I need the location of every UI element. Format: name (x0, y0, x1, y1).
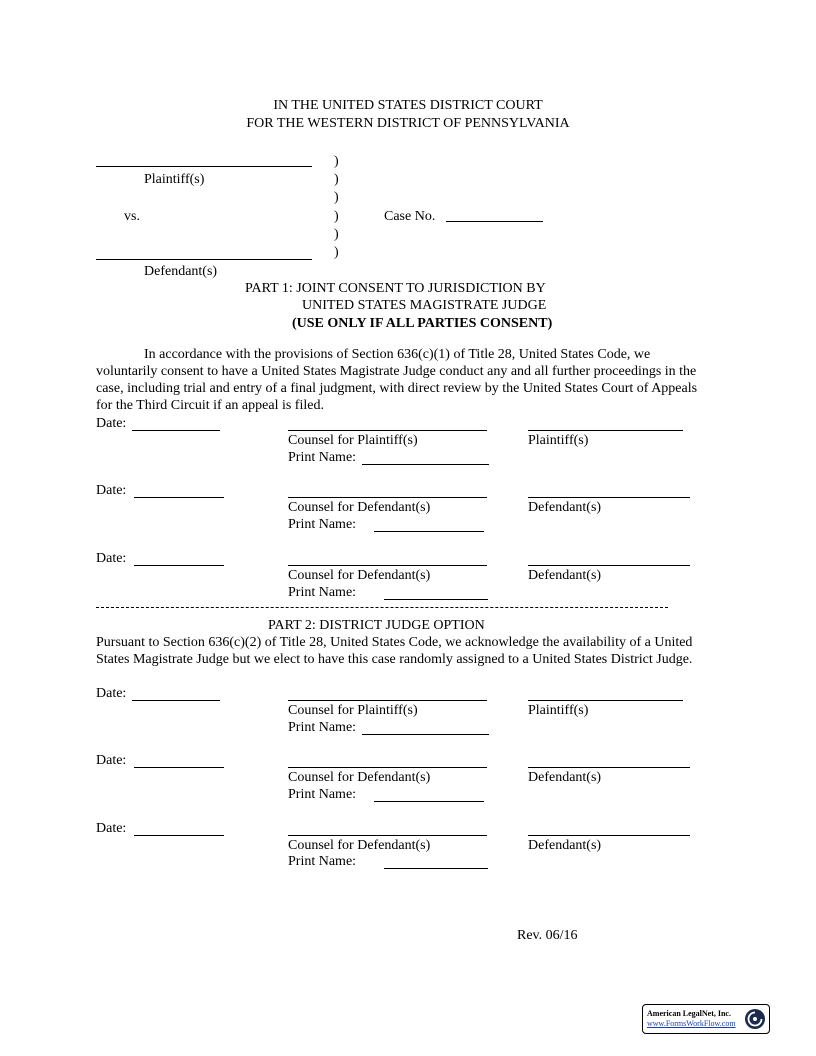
plaintiff-label: Plaintiff(s) (144, 172, 205, 187)
date-field[interactable] (134, 497, 224, 498)
date-label: Date: (96, 483, 127, 498)
date-field[interactable] (134, 835, 224, 836)
print-name-label: Print Name: (288, 585, 357, 600)
counsel-defendant-label: Counsel for Defendant(s) (288, 568, 431, 583)
print-name-label: Print Name: (288, 517, 357, 532)
party-signature-line[interactable] (528, 497, 690, 498)
defendant-signature-label: Defendant(s) (528, 770, 602, 785)
plaintiff-name-line[interactable] (96, 166, 312, 167)
caption-paren: ) (334, 227, 339, 242)
party-signature-line[interactable] (528, 700, 683, 701)
case-no-field[interactable] (446, 221, 543, 222)
party-signature-line[interactable] (528, 565, 690, 566)
part1-note: (USE ONLY IF ALL PARTIES CONSENT) (292, 316, 553, 331)
date-label: Date: (96, 821, 127, 836)
date-label: Date: (96, 753, 127, 768)
logo-company: American LegalNet, Inc. (647, 1009, 731, 1018)
publisher-logo[interactable] (642, 1004, 770, 1034)
print-name-label: Print Name: (288, 787, 357, 802)
date-field[interactable] (132, 700, 220, 701)
party-signature-line[interactable] (528, 767, 690, 768)
counsel-signature-line[interactable] (288, 430, 487, 431)
date-label: Date: (96, 686, 127, 701)
print-name-label: Print Name: (288, 450, 357, 465)
vs-label: vs. (124, 209, 140, 224)
court-name: IN THE UNITED STATES DISTRICT COURT (273, 98, 543, 113)
caption-paren: ) (334, 209, 339, 224)
caption-paren: ) (334, 154, 339, 169)
counsel-signature-line[interactable] (288, 497, 487, 498)
caption-paren: ) (334, 245, 339, 260)
defendant-signature-label: Defendant(s) (528, 838, 602, 853)
defendant-signature-label: Defendant(s) (528, 568, 602, 583)
counsel-signature-line[interactable] (288, 700, 487, 701)
case-no-label: Case No. (384, 209, 436, 224)
revision-label: Rev. 06/16 (517, 928, 578, 943)
part2-body: Pursuant to Section 636(c)(2) of Title 28, United States Code, we acknowledge the availability of a United States Magistrate Judge but we elect to have this case randomly assigned to a United States District Judge. (96, 635, 693, 667)
part1-title: PART 1: JOINT CONSENT TO JURISDICTION BY (245, 281, 546, 296)
caption-paren: ) (334, 190, 339, 205)
counsel-plaintiff-label: Counsel for Plaintiff(s) (288, 433, 418, 448)
party-signature-line[interactable] (528, 835, 690, 836)
counsel-defendant-label: Counsel for Defendant(s) (288, 770, 431, 785)
print-name-field[interactable] (374, 801, 484, 802)
plaintiff-signature-label: Plaintiff(s) (528, 703, 589, 718)
print-name-label: Print Name: (288, 720, 357, 735)
defendant-name-line[interactable] (96, 259, 312, 260)
counsel-defendant-label: Counsel for Defendant(s) (288, 838, 431, 853)
counsel-signature-line[interactable] (288, 767, 487, 768)
part1-body: In accordance with the provisions of Section 636(c)(1) of Title 28, United States Code, we voluntarily consent to have a United States Magistrate Judge conduct any and all further proceedings in the case, including trial and entry of a final judgment, with direct review by the United States Court of Appeals for the Third Circuit if an appeal is filed. (96, 347, 698, 413)
counsel-signature-line[interactable] (288, 565, 487, 566)
part2-title: PART 2: DISTRICT JUDGE OPTION (268, 618, 485, 633)
date-label: Date: (96, 551, 127, 566)
defendant-signature-label: Defendant(s) (528, 500, 602, 515)
date-label: Date: (96, 416, 127, 431)
court-district: FOR THE WESTERN DISTRICT OF PENNSYLVANIA (246, 116, 570, 131)
print-name-label: Print Name: (288, 854, 357, 869)
print-name-field[interactable] (374, 531, 484, 532)
counsel-signature-line[interactable] (288, 835, 487, 836)
party-signature-line[interactable] (528, 430, 683, 431)
date-field[interactable] (132, 430, 220, 431)
print-name-field[interactable] (384, 599, 488, 600)
date-field[interactable] (134, 767, 224, 768)
print-name-field[interactable] (384, 868, 488, 869)
plaintiff-signature-label: Plaintiff(s) (528, 433, 589, 448)
globe-icon (744, 1008, 766, 1030)
section-divider (96, 607, 668, 608)
defendant-label: Defendant(s) (144, 264, 218, 279)
print-name-field[interactable] (362, 734, 489, 735)
print-name-field[interactable] (362, 464, 489, 465)
logo-url[interactable]: www.FormsWorkFlow.com (647, 1019, 736, 1028)
caption-paren: ) (334, 172, 339, 187)
part1-subtitle: UNITED STATES MAGISTRATE JUDGE (302, 298, 547, 313)
date-field[interactable] (134, 565, 224, 566)
counsel-defendant-label: Counsel for Defendant(s) (288, 500, 431, 515)
counsel-plaintiff-label: Counsel for Plaintiff(s) (288, 703, 418, 718)
